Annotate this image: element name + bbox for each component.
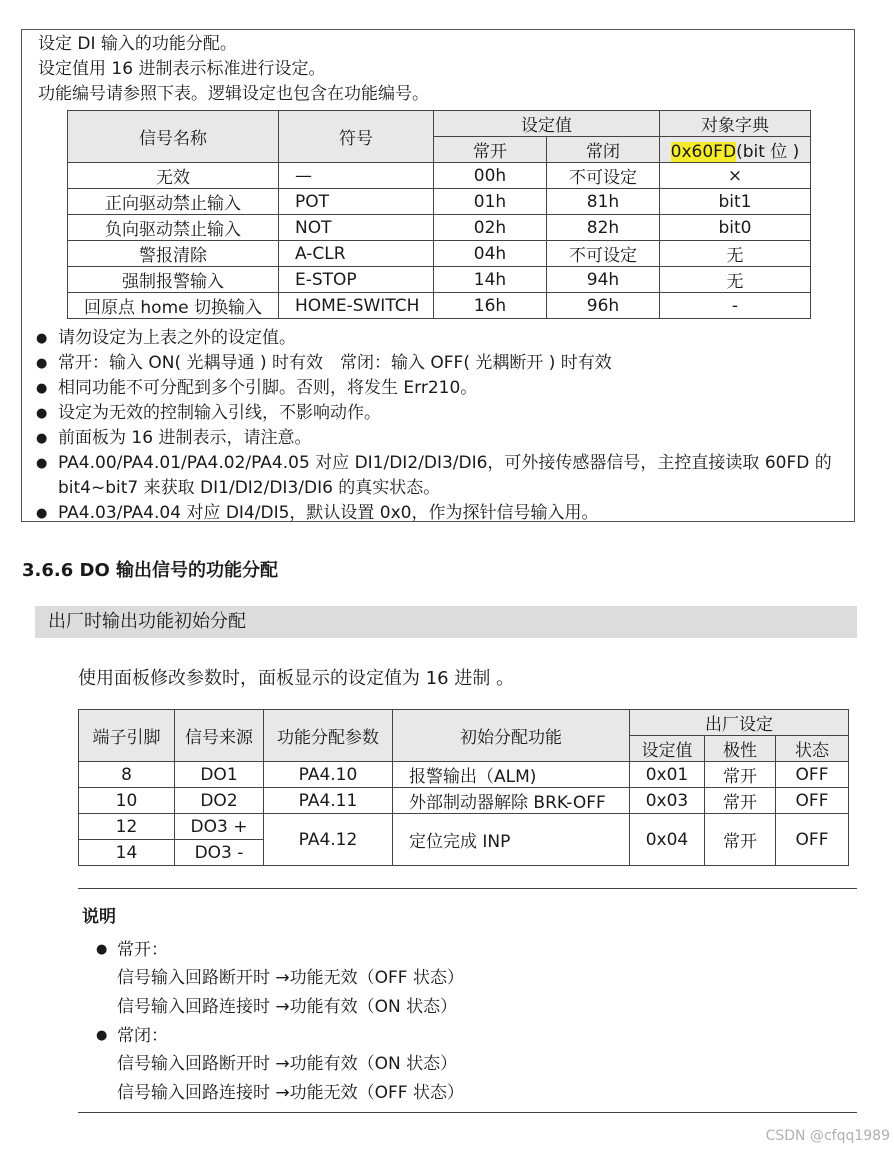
divider-bottom — [78, 1112, 857, 1113]
cell-object-dict: bit0 — [660, 215, 811, 241]
header-normally-open: 常开 — [434, 137, 547, 163]
table-row — [79, 788, 849, 814]
table-row — [79, 762, 849, 788]
cell-polarity: 常开 — [705, 814, 776, 866]
cell-pin: 10 — [79, 788, 175, 814]
cell-object-dict: 无 — [660, 267, 811, 293]
notes-list — [96, 936, 464, 1108]
highlighted-code: 0x60FD — [670, 142, 737, 162]
header-func-param: 功能分配参数 — [264, 710, 393, 762]
cell-object-dict: bit1 — [660, 189, 811, 215]
cell-source: DO2 — [175, 788, 264, 814]
cell-signal-name: 警报清除 — [68, 241, 279, 267]
cell-source: DO1 — [175, 762, 264, 788]
intro-line: 设定 DI 输入的功能分配。 — [38, 34, 237, 54]
table-row — [79, 814, 849, 840]
table-row — [68, 267, 811, 293]
do-function-table — [78, 709, 849, 866]
cell-pin: 12 — [79, 814, 175, 840]
note-line: 信号输入回路断开时 →功能有效（ON 状态） — [117, 1054, 458, 1074]
cell-param: PA4.10 — [264, 762, 393, 788]
cell-normally-closed: 82h — [547, 215, 660, 241]
cell-normally-closed: 94h — [547, 267, 660, 293]
cell-object-dict: 无 — [660, 241, 811, 267]
cell-normally-closed: 81h — [547, 189, 660, 215]
cell-symbol: — — [279, 163, 434, 189]
cell-status: OFF — [776, 762, 849, 788]
bullet-item: ● PA4.00/PA4.01/PA4.02/PA4.05 对应 DI1/DI2/DI3/DI6，可外接传感器信号，主控直接读取 60FD 的 bit4~bit7 来获取 DI1/DI2/DI3/DI6 的真实状态。 — [36, 451, 848, 501]
header-terminal-pin: 端子引脚 — [79, 710, 175, 762]
note-line: 信号输入回路连接时 →功能无效（OFF 状态） — [117, 1083, 464, 1103]
cell-signal-name: 回原点 home 切换输入 — [68, 293, 279, 319]
cell-symbol: E-STOP — [279, 267, 434, 293]
note-item-label: ● 常开： — [96, 936, 464, 964]
table-row — [68, 293, 811, 319]
cell-signal-name: 正向驱动禁止输入 — [68, 189, 279, 215]
cell-polarity: 常开 — [705, 788, 776, 814]
cell-object-dict: × — [660, 163, 811, 189]
table-row — [68, 189, 811, 215]
di-function-box — [21, 29, 855, 522]
cell-pin: 14 — [79, 840, 175, 866]
header-factory-setting: 出厂设定 — [630, 710, 849, 736]
cell-value: 0x01 — [630, 762, 705, 788]
cell-normally-open: 14h — [434, 267, 547, 293]
watermark: CSDN @cfqq1989 — [765, 1128, 890, 1144]
note-item-label: ● 常闭： — [96, 1022, 464, 1050]
bullet-item: ● 请勿设定为上表之外的设定值。 — [36, 326, 848, 351]
intro-text — [38, 32, 429, 107]
intro-line: 功能编号请参照下表。逻辑设定也包含在功能编号。 — [38, 84, 429, 104]
table-row — [68, 241, 811, 267]
di-function-table — [67, 110, 811, 319]
cell-func: 报警输出（ALM) — [393, 762, 630, 788]
bullet-item: ● 相同功能不可分配到多个引脚。否则，将发生 Err210。 — [36, 376, 848, 401]
bullet-item: ● PA4.03/PA4.04 对应 DI4/DI5，默认设置 0x0，作为探针信号输入用。 — [36, 501, 848, 526]
cell-symbol: NOT — [279, 215, 434, 241]
cell-symbol: POT — [279, 189, 434, 215]
paragraph: 使用面板修改参数时，面板显示的设定值为 16 进制 。 — [78, 668, 515, 689]
header-setting-value: 设定值 — [630, 736, 705, 762]
cell-normally-open: 02h — [434, 215, 547, 241]
header-normally-closed: 常闭 — [547, 137, 660, 163]
table-row — [68, 163, 811, 189]
bullet-item: ● 设定为无效的控制输入引线，不影响动作。 — [36, 401, 848, 426]
header-symbol: 符号 — [279, 111, 434, 163]
cell-object-dict: - — [660, 293, 811, 319]
divider-top — [78, 888, 857, 889]
notes-title: 说明 — [82, 907, 116, 927]
header-signal-name: 信号名称 — [68, 111, 279, 163]
section-title: 3.6.6 DO 输出信号的功能分配 — [22, 560, 279, 581]
cell-normally-open: 01h — [434, 189, 547, 215]
cell-value: 0x03 — [630, 788, 705, 814]
header-object-dict-code — [660, 137, 811, 163]
cell-normally-open: 16h — [434, 293, 547, 319]
header-polarity: 极性 — [705, 736, 776, 762]
cell-normally-open: 00h — [434, 163, 547, 189]
cell-source: DO3 - — [175, 840, 264, 866]
header-status: 状态 — [776, 736, 849, 762]
object-dict-suffix: (bit 位 ) — [736, 142, 800, 162]
cell-signal-name: 负向驱动禁止输入 — [68, 215, 279, 241]
cell-status: OFF — [776, 788, 849, 814]
cell-value: 0x04 — [630, 814, 705, 866]
intro-line: 设定值用 16 进制表示标准进行设定。 — [38, 59, 326, 79]
cell-symbol: A-CLR — [279, 241, 434, 267]
notes-bullet-list — [36, 326, 848, 526]
note-line: 信号输入回路断开时 →功能无效（OFF 状态） — [117, 968, 464, 988]
header-init-func: 初始分配功能 — [393, 710, 630, 762]
cell-param: PA4.12 — [264, 814, 393, 866]
header-setting-value: 设定值 — [434, 111, 660, 137]
cell-normally-open: 04h — [434, 241, 547, 267]
cell-symbol: HOME-SWITCH — [279, 293, 434, 319]
cell-func: 定位完成 INP — [393, 814, 630, 866]
cell-signal-name: 强制报警输入 — [68, 267, 279, 293]
cell-param: PA4.11 — [264, 788, 393, 814]
header-signal-source: 信号来源 — [175, 710, 264, 762]
note-line: 信号输入回路连接时 →功能有效（ON 状态） — [117, 997, 458, 1017]
cell-signal-name: 无效 — [68, 163, 279, 189]
bullet-item: ● 常开：输入 ON( 光耦导通 ) 时有效 常闭：输入 OFF( 光耦断开 ) 时有效 — [36, 351, 848, 376]
cell-func: 外部制动器解除 BRK-OFF — [393, 788, 630, 814]
cell-status: OFF — [776, 814, 849, 866]
cell-pin: 8 — [79, 762, 175, 788]
cell-source: DO3 + — [175, 814, 264, 840]
table-row — [68, 215, 811, 241]
cell-normally-closed: 不可设定 — [547, 163, 660, 189]
header-object-dict: 对象字典 — [660, 111, 811, 137]
bullet-item: ● 前面板为 16 进制表示，请注意。 — [36, 426, 848, 451]
cell-polarity: 常开 — [705, 762, 776, 788]
cell-normally-closed: 不可设定 — [547, 241, 660, 267]
cell-normally-closed: 96h — [547, 293, 660, 319]
subsection-bar: 出厂时输出功能初始分配 — [35, 606, 857, 638]
